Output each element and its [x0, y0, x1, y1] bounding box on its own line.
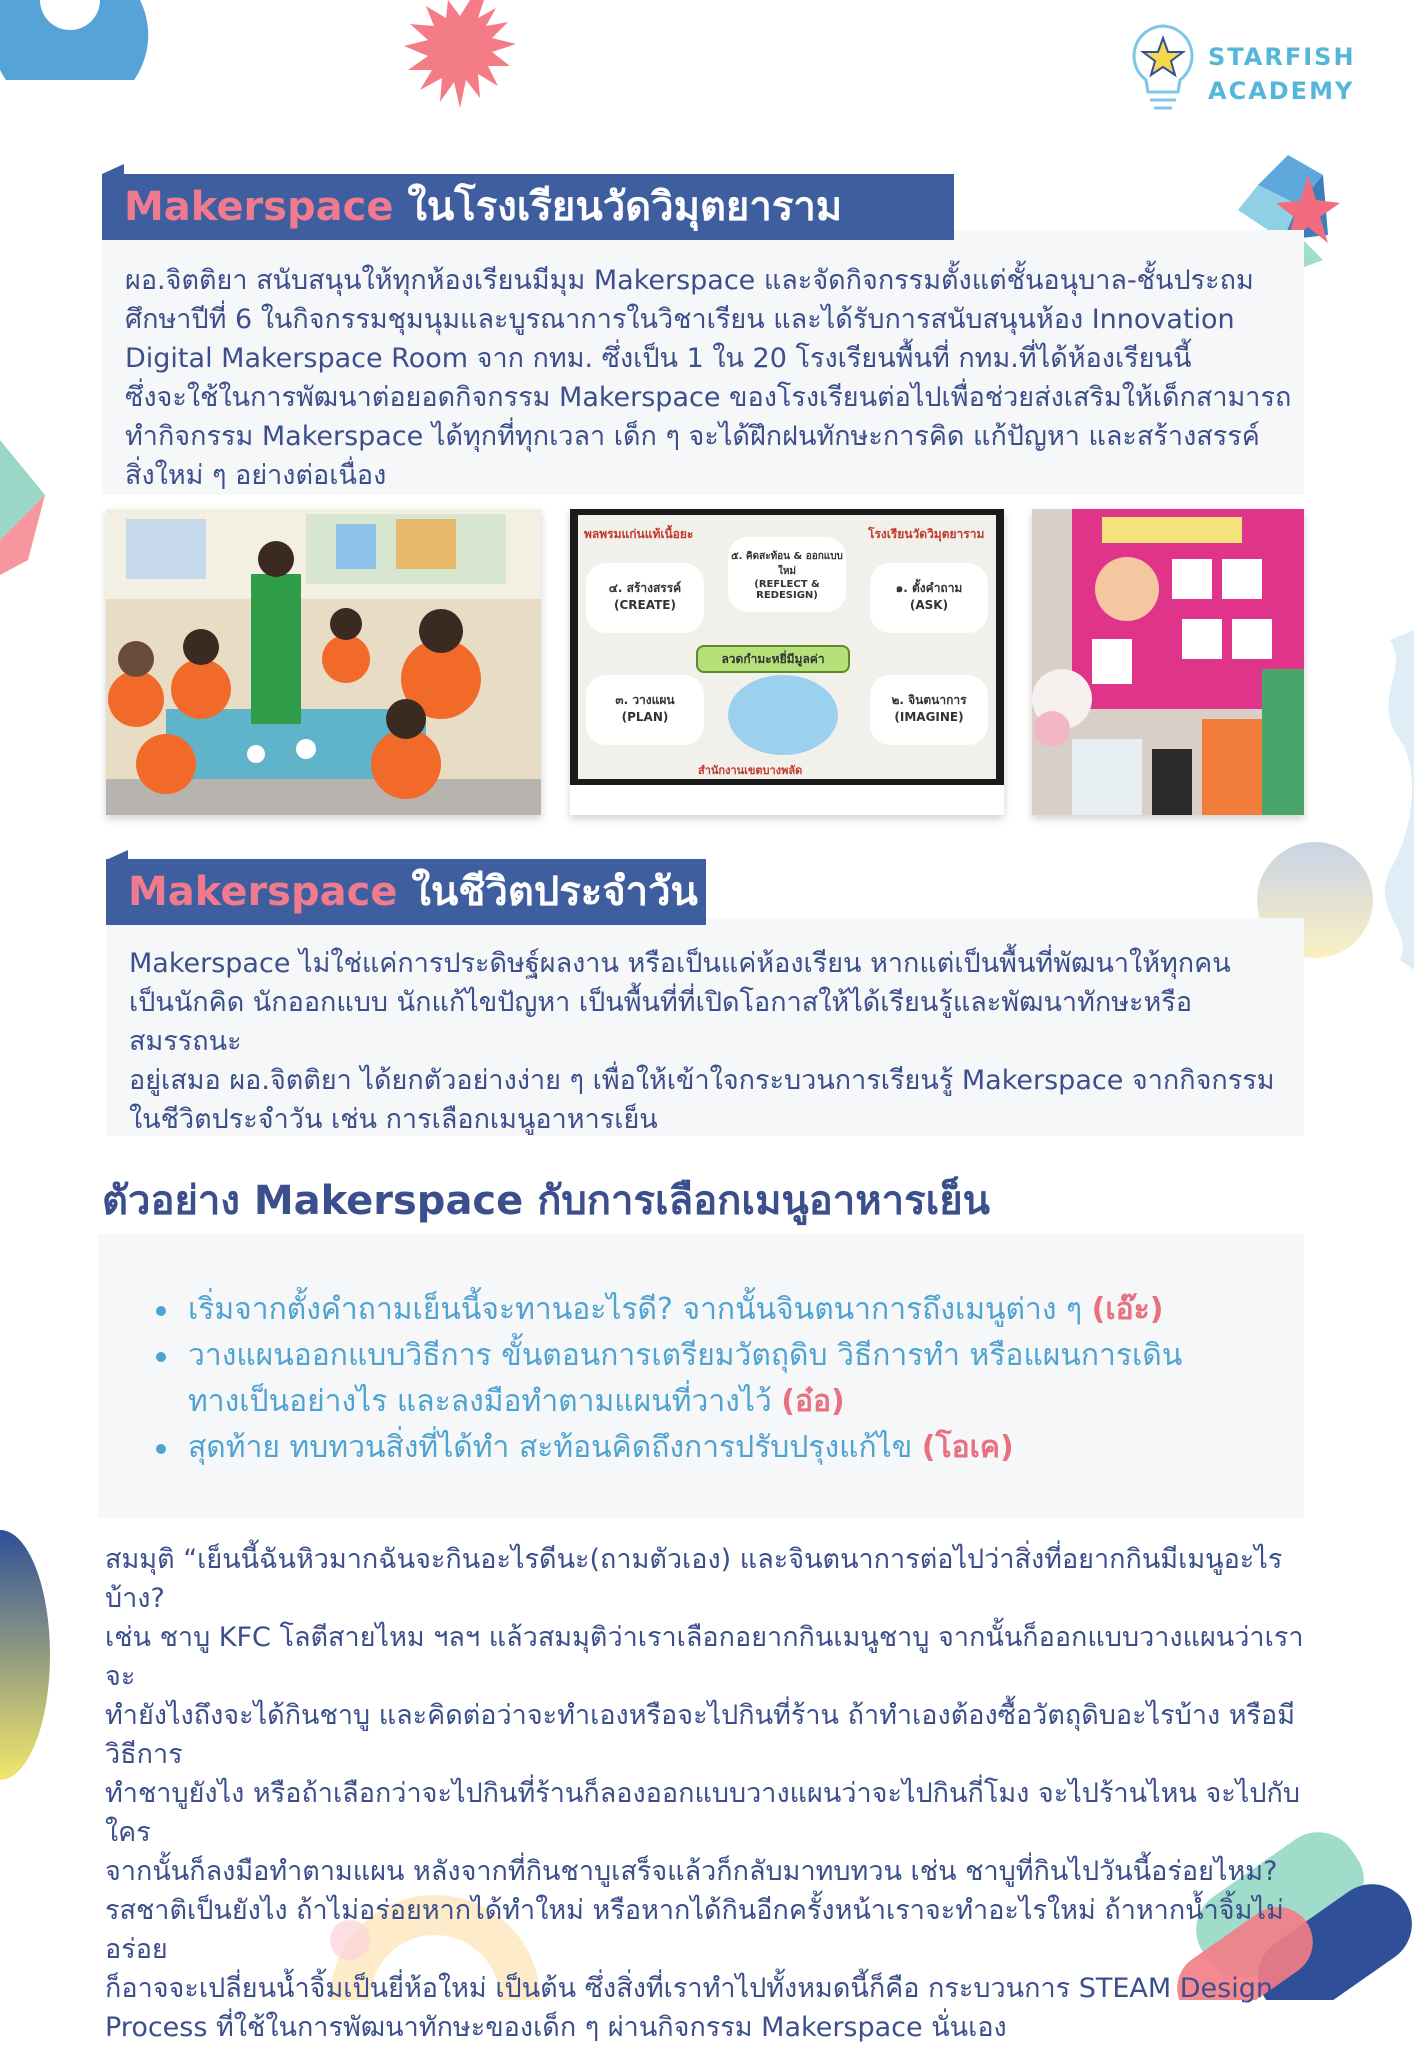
section2-title [106, 859, 706, 925]
paragraph-line: อยู่เสมอ ผอ.จิตติยา ได้ยกตัวอย่างง่าย ๆ เพื่อให้เข้าใจกระบวนการเรียนรู้ Makerspace จากกิจกรรม [129, 1065, 1275, 1096]
paragraph-line: Process ที่ใช้ในการพัฒนาทักษะของเด็ก ๆ ผ่านกิจกรรม Makerspace นั่นเอง [105, 2012, 1007, 2043]
paragraph-line: ทำยังไงถึงจะได้กินชาบู และคิดต่อว่าจะทำเองหรือจะไปกินที่ร้าน ถ้าทำเองต้องซื้อวัตถุดิบอะไรบ้าง หรือมีวิธีการ [105, 1700, 1296, 1770]
paragraph-line: ซึ่งจะใช้ในการพัฒนาต่อยอดกิจกรรม Makerspace ของโรงเรียนต่อไปเพื่อช่วยส่งเสริมให้เด็กสามารถ [125, 382, 1292, 413]
screen-header-right: โรงเรียนวัดวิมุตยาราม [868, 527, 985, 541]
bullet-tag: (โอเค) [921, 1430, 1014, 1465]
classroom-photo [106, 509, 541, 815]
makerspace-corner-photo [1032, 509, 1304, 815]
paragraph-line: ผอ.จิตติยา สนับสนุนให้ทุกห้องเรียนมีมุม Makerspace และจัดกิจกรรมตั้งแต่ชั้นอนุบาล-ชั้นประถม [125, 265, 1254, 296]
paragraph-line: ทำชาบูยังไง หรือถ้าเลือกว่าจะไปกินที่ร้านก็ลองออกแบบวางแผนว่าจะไปกินกี่โมง จะไปร้านไหน จะไปกับใคร [105, 1778, 1301, 1848]
paragraph-line: ศึกษาปีที่ 6 ในกิจกรรมชุมนุมและบูรณาการในวิชาเรียน และได้รับการสนับสนุนห้อง Innovation [125, 304, 1235, 335]
classroom-photo-image [106, 509, 541, 815]
paragraph-line: เช่น ชาบู KFC โลตีสายไหม ฯลฯ แล้วสมมุติว่าเราเลือกอยากกินเมนูชาบู จากนั้นก็ออกแบบวางแผนว่าเราจะ [105, 1622, 1304, 1692]
list-item: เริ่มจากตั้งคำถามเย็นนี้จะทานอะไรดี? จากนั้นจินตนาการถึงเมนูต่าง ๆ (เอ๊ะ) [148, 1287, 1288, 1333]
step-create: ๔. สร้างสรรค์ (CREATE) [586, 563, 704, 633]
makerspace-corner-image [1032, 509, 1304, 815]
section2-paragraph [129, 944, 1304, 1139]
paragraph-line: รสชาติเป็นยังไง ถ้าไม่อร่อยหากได้ทำใหม่ หรือหากได้กินอีกครั้งหน้าเราจะทำอะไรใหม่ ถ้าหากน้ำจิ้มไม่อร่อย [105, 1895, 1284, 1965]
screen-center-graphic [728, 675, 838, 755]
logo [1128, 22, 1388, 117]
section1-title-en: Makerspace [124, 184, 394, 230]
paragraph-line: Makerspace ไม่ใช่แค่การประดิษฐ์ผลงาน หรือเป็นแค่ห้องเรียน หากแต่เป็นพื้นที่พัฒนาให้ทุกคน [129, 948, 1231, 979]
section2-title-th: ในชีวิตประจำวัน [397, 869, 698, 915]
decor-pink-starburst [400, 0, 530, 115]
lightbulb-star-icon [1128, 22, 1198, 117]
screen-center-label: ลวดกำมะหยี่มีมูลค่า [696, 645, 850, 673]
section2-title-en: Makerspace [128, 869, 398, 915]
screen-header-left: พลพรมแก่นแท้เนื้อยะ [584, 527, 694, 541]
list-item: วางแผนออกแบบวิธีการ ขั้นตอนการเตรียมวัตถุดิบ วิธีการทำ หรือแผนการเดิน ทางเป็นอย่างไร และลงมือทำตามแผนที่วางไว้ (อ๋อ) [148, 1333, 1288, 1425]
section1-title-th: ในโรงเรียนวัดวิมุตยาราม [393, 184, 843, 230]
closing-paragraph [105, 1540, 1315, 2047]
logo-line2: ACADEMY [1208, 77, 1355, 105]
paragraph-line: Digital Makerspace Room จาก กทม. ซึ่งเป็น 1 ใน 20 โรงเรียนพื้นที่ กทม.ที่ได้ห้องเรียนนี้ [125, 343, 1192, 374]
paragraph-line: ในชีวิตประจำวัน เช่น การเลือกเมนูอาหารเย็น [129, 1104, 658, 1135]
section1-title [102, 174, 954, 240]
paragraph-line: จากนั้นก็ลงมือทำตามแผน หลังจากที่กินชาบูเสร็จแล้วก็กลับมาทบทวน เช่น ชาบูที่กินไปวันนี้อร่อยไหม? [105, 1856, 1278, 1887]
paragraph-line: สมมุติ “เย็นนี้ฉันหิวมากฉันจะกินอะไรดีนะ(ถามตัวเอง) และจินตนาการต่อไปว่าสิ่งที่อยากกินมีเมนูอะไรบ้าง? [105, 1544, 1283, 1614]
steam-process-screen-photo [570, 509, 1004, 815]
screen-footer: สำนักงานเขตบางพลัด [698, 764, 803, 777]
example-list [148, 1287, 1288, 1471]
bullet-tag: (อ๋อ) [781, 1384, 845, 1419]
decor-left-half-circle [0, 1530, 50, 1780]
paragraph-line: ก็อาจจะเปลี่ยนน้ำจิ้มเป็นยี่ห้อใหม่ เป็นต้น ซึ่งสิ่งที่เราทำไปทั้งหมดนี้ก็คือ กระบวนการ STEAM Design [105, 1973, 1273, 2004]
paragraph-line: ทำกิจกรรม Makerspace ได้ทุกที่ทุกเวลา เด็ก ๆ จะได้ฝึกฝนทักษะการคิด แก้ปัญหา และสร้างสรรค์ [125, 421, 1260, 452]
logo-line1: STARFISH [1208, 43, 1356, 71]
decor-left-prism [0, 440, 50, 575]
paragraph-line: เป็นนักคิด นักออกแบบ นักแก้ไขปัญหา เป็นพื้นที่ที่เปิดโอกาสให้ได้เรียนรู้และพัฒนาทักษะหรือสมรรถนะ [129, 987, 1193, 1057]
screen-display [578, 515, 996, 779]
paragraph-line: สิ่งใหม่ ๆ อย่างต่อเนื่อง [125, 460, 387, 491]
example-heading: ตัวอย่าง Makerspace กับการเลือกเมนูอาหารเย็น [102, 1178, 991, 1224]
bullet-tag: (เอ๊ะ) [1091, 1292, 1164, 1327]
section1-paragraph [125, 261, 1305, 495]
list-item: สุดท้าย ทบทวนสิ่งที่ได้ทำ สะท้อนคิดถึงการปรับปรุงแก้ไข (โอเค) [148, 1425, 1288, 1471]
decor-blue-arc [0, 0, 150, 80]
step-plan: ๓. วางแผน (PLAN) [586, 675, 704, 745]
step-ask: ๑. ตั้งคำถาม (ASK) [870, 563, 988, 633]
step-imagine: ๒. จินตนาการ (IMAGINE) [870, 675, 988, 745]
step-reflect: ๕. คิดสะท้อน & ออกแบบใหม่ (REFLECT & REDESIGN) [728, 537, 846, 612]
